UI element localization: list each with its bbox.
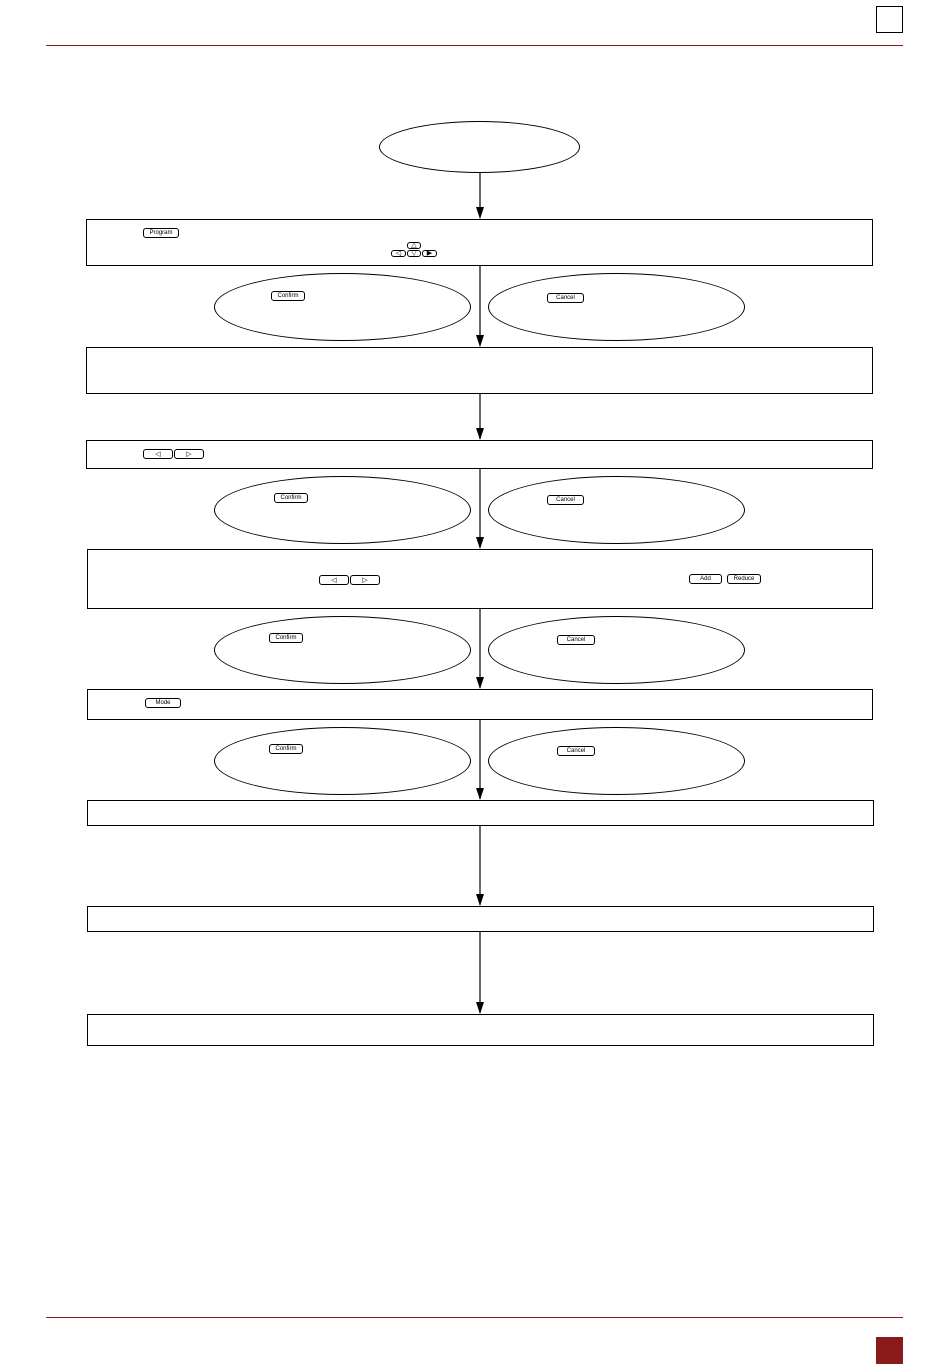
- cancel-oval-4: [488, 727, 745, 795]
- step-box-7: [87, 906, 874, 932]
- add-key[interactable]: Add: [689, 574, 722, 584]
- step-box-5: [87, 689, 873, 720]
- up-arrow-key[interactable]: △: [407, 242, 421, 249]
- confirm-key-1[interactable]: Confirm: [271, 291, 305, 301]
- start-oval: [379, 121, 580, 173]
- right-arrow-key-2[interactable]: ▷: [350, 575, 380, 585]
- cancel-oval-1: [488, 273, 745, 341]
- mode-key[interactable]: Mode: [145, 698, 181, 708]
- confirm-key-3[interactable]: Confirm: [269, 633, 303, 643]
- step-box-3: [86, 440, 873, 469]
- step-box-1: [86, 219, 873, 266]
- small-left-arrow-key[interactable]: ◁: [391, 250, 406, 257]
- cancel-key-3[interactable]: Cancel: [557, 635, 595, 645]
- confirm-key-2[interactable]: Confirm: [274, 493, 308, 503]
- cancel-key-2[interactable]: Cancel: [547, 495, 584, 505]
- confirm-oval-2: [214, 476, 471, 544]
- left-arrow-key-2[interactable]: ◁: [319, 575, 349, 585]
- cancel-key-1[interactable]: Cancel: [547, 293, 584, 303]
- cancel-oval-2: [488, 476, 745, 544]
- cancel-key-4[interactable]: Cancel: [557, 746, 595, 756]
- right-arrow-key-1[interactable]: ▷: [174, 449, 204, 459]
- down-arrow-key[interactable]: ▽: [407, 250, 421, 257]
- step-box-6: [87, 800, 874, 826]
- reduce-key[interactable]: Reduce: [727, 574, 761, 584]
- step-box-2: [86, 347, 873, 394]
- confirm-oval-4: [214, 727, 471, 795]
- step-box-8: [87, 1014, 874, 1046]
- confirm-key-4[interactable]: Confirm: [269, 744, 303, 754]
- program-key[interactable]: Program: [143, 228, 179, 238]
- small-right-arrow-key[interactable]: ▶: [422, 250, 437, 257]
- left-arrow-key-1[interactable]: ◁: [143, 449, 173, 459]
- cancel-oval-3: [488, 616, 745, 684]
- confirm-oval-3: [214, 616, 471, 684]
- confirm-oval-1: [214, 273, 471, 341]
